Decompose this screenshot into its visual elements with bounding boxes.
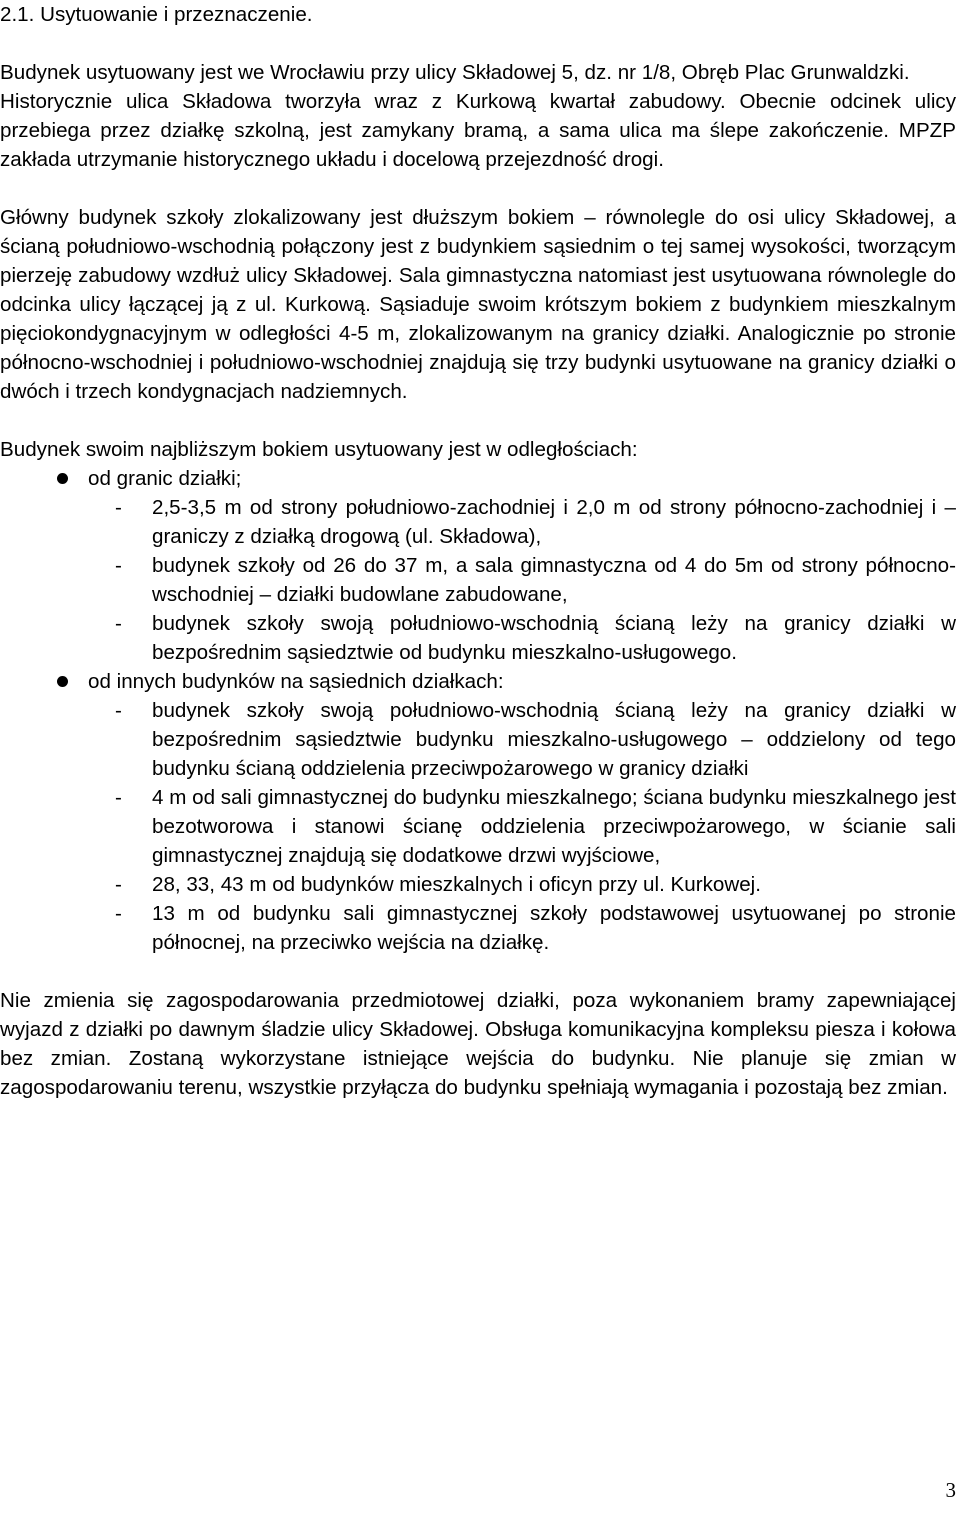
spacer <box>0 406 956 435</box>
paragraph-land-development: Nie zmienia się zagospodarowania przedmiotowej działki, poza wykonaniem bramy zapewniającej wyjazd z działki po dawnym śladzie ulicy Składowej. Obsługa komunikacyjna kompleksu piesza i kołowa bez zmian. Zostaną wykorzystane istniejące wejścia do budynku. Nie planuje się zmian w zagospodarowaniu terenu, wszystkie przyłącza do budynku spełniają wymagania i pozostają bez zmian. <box>0 989 956 1099</box>
dash-icon: - <box>115 902 122 925</box>
bullet-item-plot-boundaries <box>0 464 956 667</box>
dash-icon: - <box>115 612 122 635</box>
dash-item <box>0 609 956 667</box>
dash-item <box>0 783 956 870</box>
section-heading: 2.1. Usytuowanie i przeznaczenie. <box>0 3 313 26</box>
bullet-item-other-buildings <box>0 667 956 957</box>
dash-item <box>0 493 956 551</box>
dash-list <box>88 493 956 667</box>
spacer <box>0 957 956 986</box>
dash-icon: - <box>115 786 122 809</box>
paragraph-history: Historycznie ulica Składowa tworzyła wraz z Kurkową kwartał zabudowy. Obecnie odcinek ulicy przebiega przez działkę szkolną, jest zamykany bramą, a sama ulica ma ślepe zakończenie. MPZP zakłada utrzymanie historycznego układu i docelową przejezdność drogi. <box>0 90 956 171</box>
dash-item <box>0 899 956 957</box>
dash-item-text: budynek szkoły swoją południowo-wschodnią ścianą leży na granicy działki w bezpośrednim sąsiedztwie od budynku mieszkalno-usługowego. <box>152 612 956 664</box>
dash-icon: - <box>115 496 122 519</box>
spacer <box>0 29 956 58</box>
dash-item-text: budynek szkoły od 26 do 37 m, a sala gimnastyczna od 4 do 5m od strony północno-wschodniej – działki budowlane zabudowane, <box>152 554 956 606</box>
dash-item-text: 4 m od sali gimnastycznej do budynku mieszkalnego; ściana budynku mieszkalnego jest bezotworowa i stanowi ścianę oddzielenia przeciwpożarowego, w ścianie sali gimnastycznej znajdują się dodatkowe drzwi wyjściowe, <box>152 786 956 867</box>
dash-item <box>0 551 956 609</box>
bullet-icon <box>57 676 68 687</box>
dash-icon: - <box>115 873 122 896</box>
bullet-label: od granic działki; <box>88 467 242 490</box>
page-number: 3 <box>945 1478 956 1502</box>
bullet-label: od innych budynków na sąsiednich działkach: <box>88 670 504 693</box>
dash-item-text: 2,5-3,5 m od strony południowo-zachodniej i 2,0 m od strony północno-zachodniej i – graniczy z działką drogową (ul. Składowa), <box>152 496 956 548</box>
spacer <box>0 174 956 203</box>
distances-list <box>0 464 956 957</box>
dash-item <box>0 696 956 783</box>
bullet-icon <box>57 473 68 484</box>
dash-icon: - <box>115 554 122 577</box>
dash-item-text: 28, 33, 43 m od budynków mieszkalnych i oficyn przy ul. Kurkowej. <box>152 873 761 896</box>
dash-item-text: budynek szkoły swoją południowo-wschodnią ścianą leży na granicy działki w bezpośrednim sąsiedztwie budynku mieszkalno-usługowego – oddzielony od tego budynku ścianą oddzielenia przeciwpożarowego w granicy działki <box>152 699 956 780</box>
paragraph-location: Budynek usytuowany jest we Wrocławiu przy ulicy Składowej 5, dz. nr 1/8, Obręb Plac Grunwaldzki. <box>0 61 910 84</box>
dash-list <box>88 696 956 957</box>
paragraph-distances-intro: Budynek swoim najbliższym bokiem usytuowany jest w odległościach: <box>0 438 638 461</box>
dash-icon: - <box>115 699 122 722</box>
paragraph-main-building: Główny budynek szkoły zlokalizowany jest dłuższym bokiem – równolegle do osi ulicy Składowej, a ścianą południowo-wschodnią połączony jest z budynkiem sąsiednim o tej samej wysokości, tworzącym pierzeję zabudowy wzdłuż ulicy Składowej. Sala gimnastyczna natomiast jest usytuowana równolegle do odcinka ulicy łączącej ją z ul. Kurkową. Sąsiaduje swoim krótszym bokiem z budynkiem mieszkalnym pięciokondygnacyjnym w odległości 4-5 m, zlokalizowanym na granicy działki. Analogicznie po stronie północno-wschodniej i południowo-wschodniej znajdują się trzy budynki usytuowane na granicy działki o dwóch i trzech kondygnacjach nadziemnych. <box>0 206 956 403</box>
dash-item <box>0 870 956 899</box>
dash-item-text: 13 m od budynku sali gimnastycznej szkoły podstawowej usytuowanej po stronie północnej, na przeciwko wejścia na działkę. <box>152 902 956 954</box>
